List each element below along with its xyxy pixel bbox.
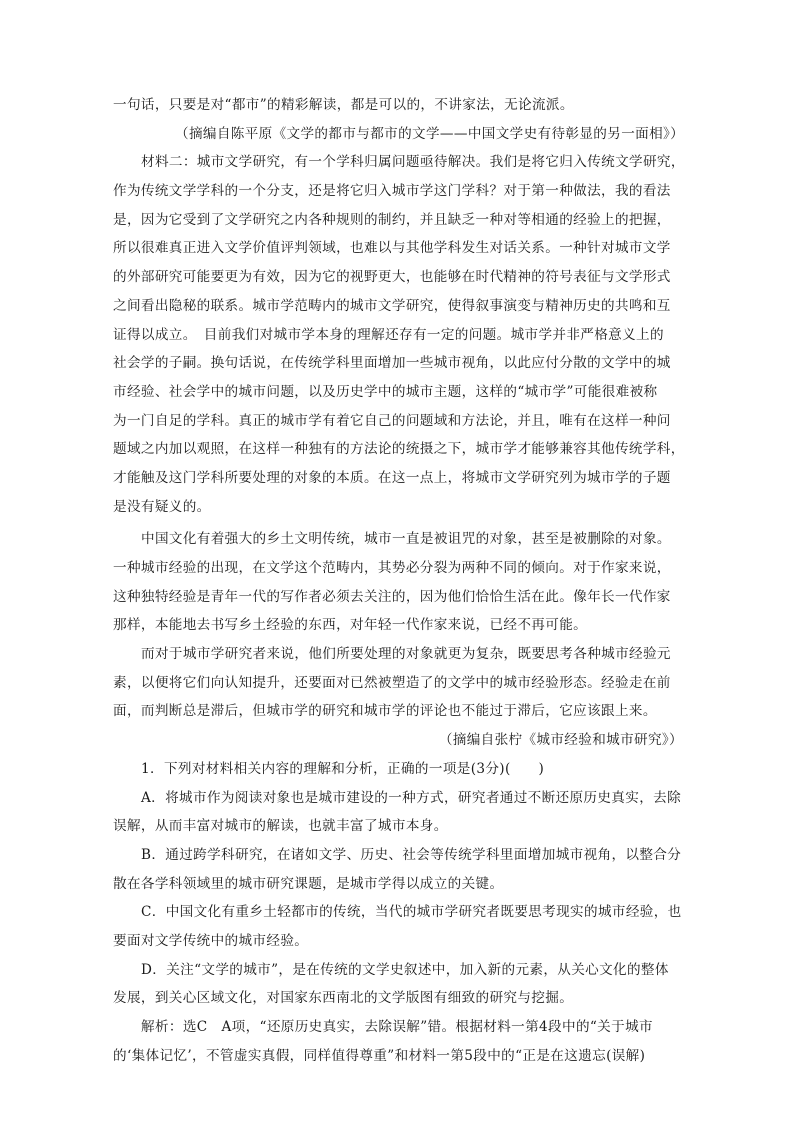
text-line: 发展，到关心区域文化，对国家东西南北的文学版图有细致的研究与挖掘。 [113,990,574,1007]
question-stem: 1．下列对材料相关内容的理解和分析，正确的一项是(3分)( ) [141,760,545,777]
source-citation: （摘编自陈平原《文学的都市与都市的文学——中国文学史有待彰显的另一面相》） [175,125,685,142]
text-line: 为一门自足的学科。真正的城市学有着它自己的问题域和方法论，并且，唯有在这样一种问 [113,412,671,429]
text-line: 那样，本能地去书写乡土经验的东西，对年轻一代作家来说，已经不再可能。 [113,617,588,634]
option-d: D．关注“文学的城市”，是在传统的文学史叙述中，加入新的元素，从关心文化的整体 [141,961,669,978]
option-c: C．中国文化有重乡土轻都市的传统，当代的城市学研究者既要思考现实的城市经验，也 [141,904,682,921]
text-line: 素，以便将它们向认知提升，还要面对已然被塑造了的文学中的城市经验形态。经验走在前 [113,674,671,691]
text-line: 证得以成立。 目前我们对城市学本身的理解还存有一定的问题。城市学并非严格意义上的 [113,326,664,343]
text-line: 所以很难真正进入文学价值评判领域，也难以与其他学科发生对话关系。一种针对城市文学 [113,240,671,257]
document-body [113,91,683,1070]
text-line: 散在各学科领域里的城市研究课题，是城市学得以成立的关键。 [113,875,504,892]
text-line: 是没有疑义的。 [113,498,211,515]
source-citation: （摘编自张柠《城市经验和城市研究》） [438,732,683,749]
text-line: 要面对文学传统中的城市经验。 [113,932,309,949]
option-a: A．将城市作为阅读对象也是城市建设的一种方式，研究者通过不断还原历史真实，去除 [141,789,682,806]
text-line: 社会学的子嗣。换句话说，在传统学科里面增加一些城市视角，以此应付分散的文学中的城 [113,355,671,372]
text-line: 是，因为它受到了文学研究之内各种规则的制约，并且缺乏一种对等相通的经验上的把握， [113,211,671,228]
paragraph-line: 而对于城市学研究者来说，他们所要处理的对象就更为复杂，既要思考各种城市经验元 [141,646,671,663]
text-line: 误解，从而丰富对城市的解读，也就丰富了城市本身。 [113,818,448,835]
text-line: 作为传统文学学科的一个分支，还是将它归入城市学这门学科？对于第一种做法，我的看法 [113,183,671,200]
answer-analysis: 解析：选C A项，“还原历史真实，去除误解”错。根据材料一第4段中的“关于城市 [141,1019,653,1035]
text-line: 一种城市经验的出现，在文学这个范畴内，其势必分裂为两种不同的倾向。对于作家来说， [113,560,671,576]
text-line: 才能触及这门学科所要处理的对象的本质。在这一点上，将城市文学研究列为城市学的子题 [113,469,671,486]
text-line: 一句话，只要是对“都市”的精彩解读，都是可以的，不讲家法，无论流派。 [113,97,574,113]
text-line: 市经验、社会学中的城市问题，以及历史学中的城市主题，这样的“城市学”可能很难被称 [113,383,658,400]
text-line: 的外部研究可能要更为有效，因为它的视野更大，也能够在时代精神的符号表征与文学形式 [113,269,671,286]
text-line: 之间看出隐秘的联系。城市学范畴内的城市文学研究，使得叙事演变与精神历史的共鸣和互 [113,297,671,314]
text-line: 面，而判断总是滞后，但城市学的研究和城市学的评论也不能过于滞后，它应该跟上来。 [113,703,657,720]
paragraph-line: 中国文化有着强大的乡土文明传统，城市一直是被诅咒的对象，甚至是被删除的对象。 [141,531,671,548]
text-line: 题域之内加以观照，在这样一种独有的方法论的统摄之下，城市学才能够兼容其他传统学科， [113,441,685,458]
text-line: 这种独特经验是青年一代的写作者必须去关注的，因为他们恰恰生活在此。像年长一代作家 [113,588,671,605]
option-b: B．通过跨学科研究，在诸如文学、历史、社会等传统学科里面增加城市视角，以整合分 [141,846,682,863]
text-line: 的‘集体记忆’，不管虚实真假，同样值得尊重”和材料一第5段中的“正是在这遗忘(误解) [113,1047,646,1064]
paragraph-line: 材料二：城市文学研究，有一个学科归属问题亟待解决。我们是将它归入传统文学研究， [141,154,685,171]
